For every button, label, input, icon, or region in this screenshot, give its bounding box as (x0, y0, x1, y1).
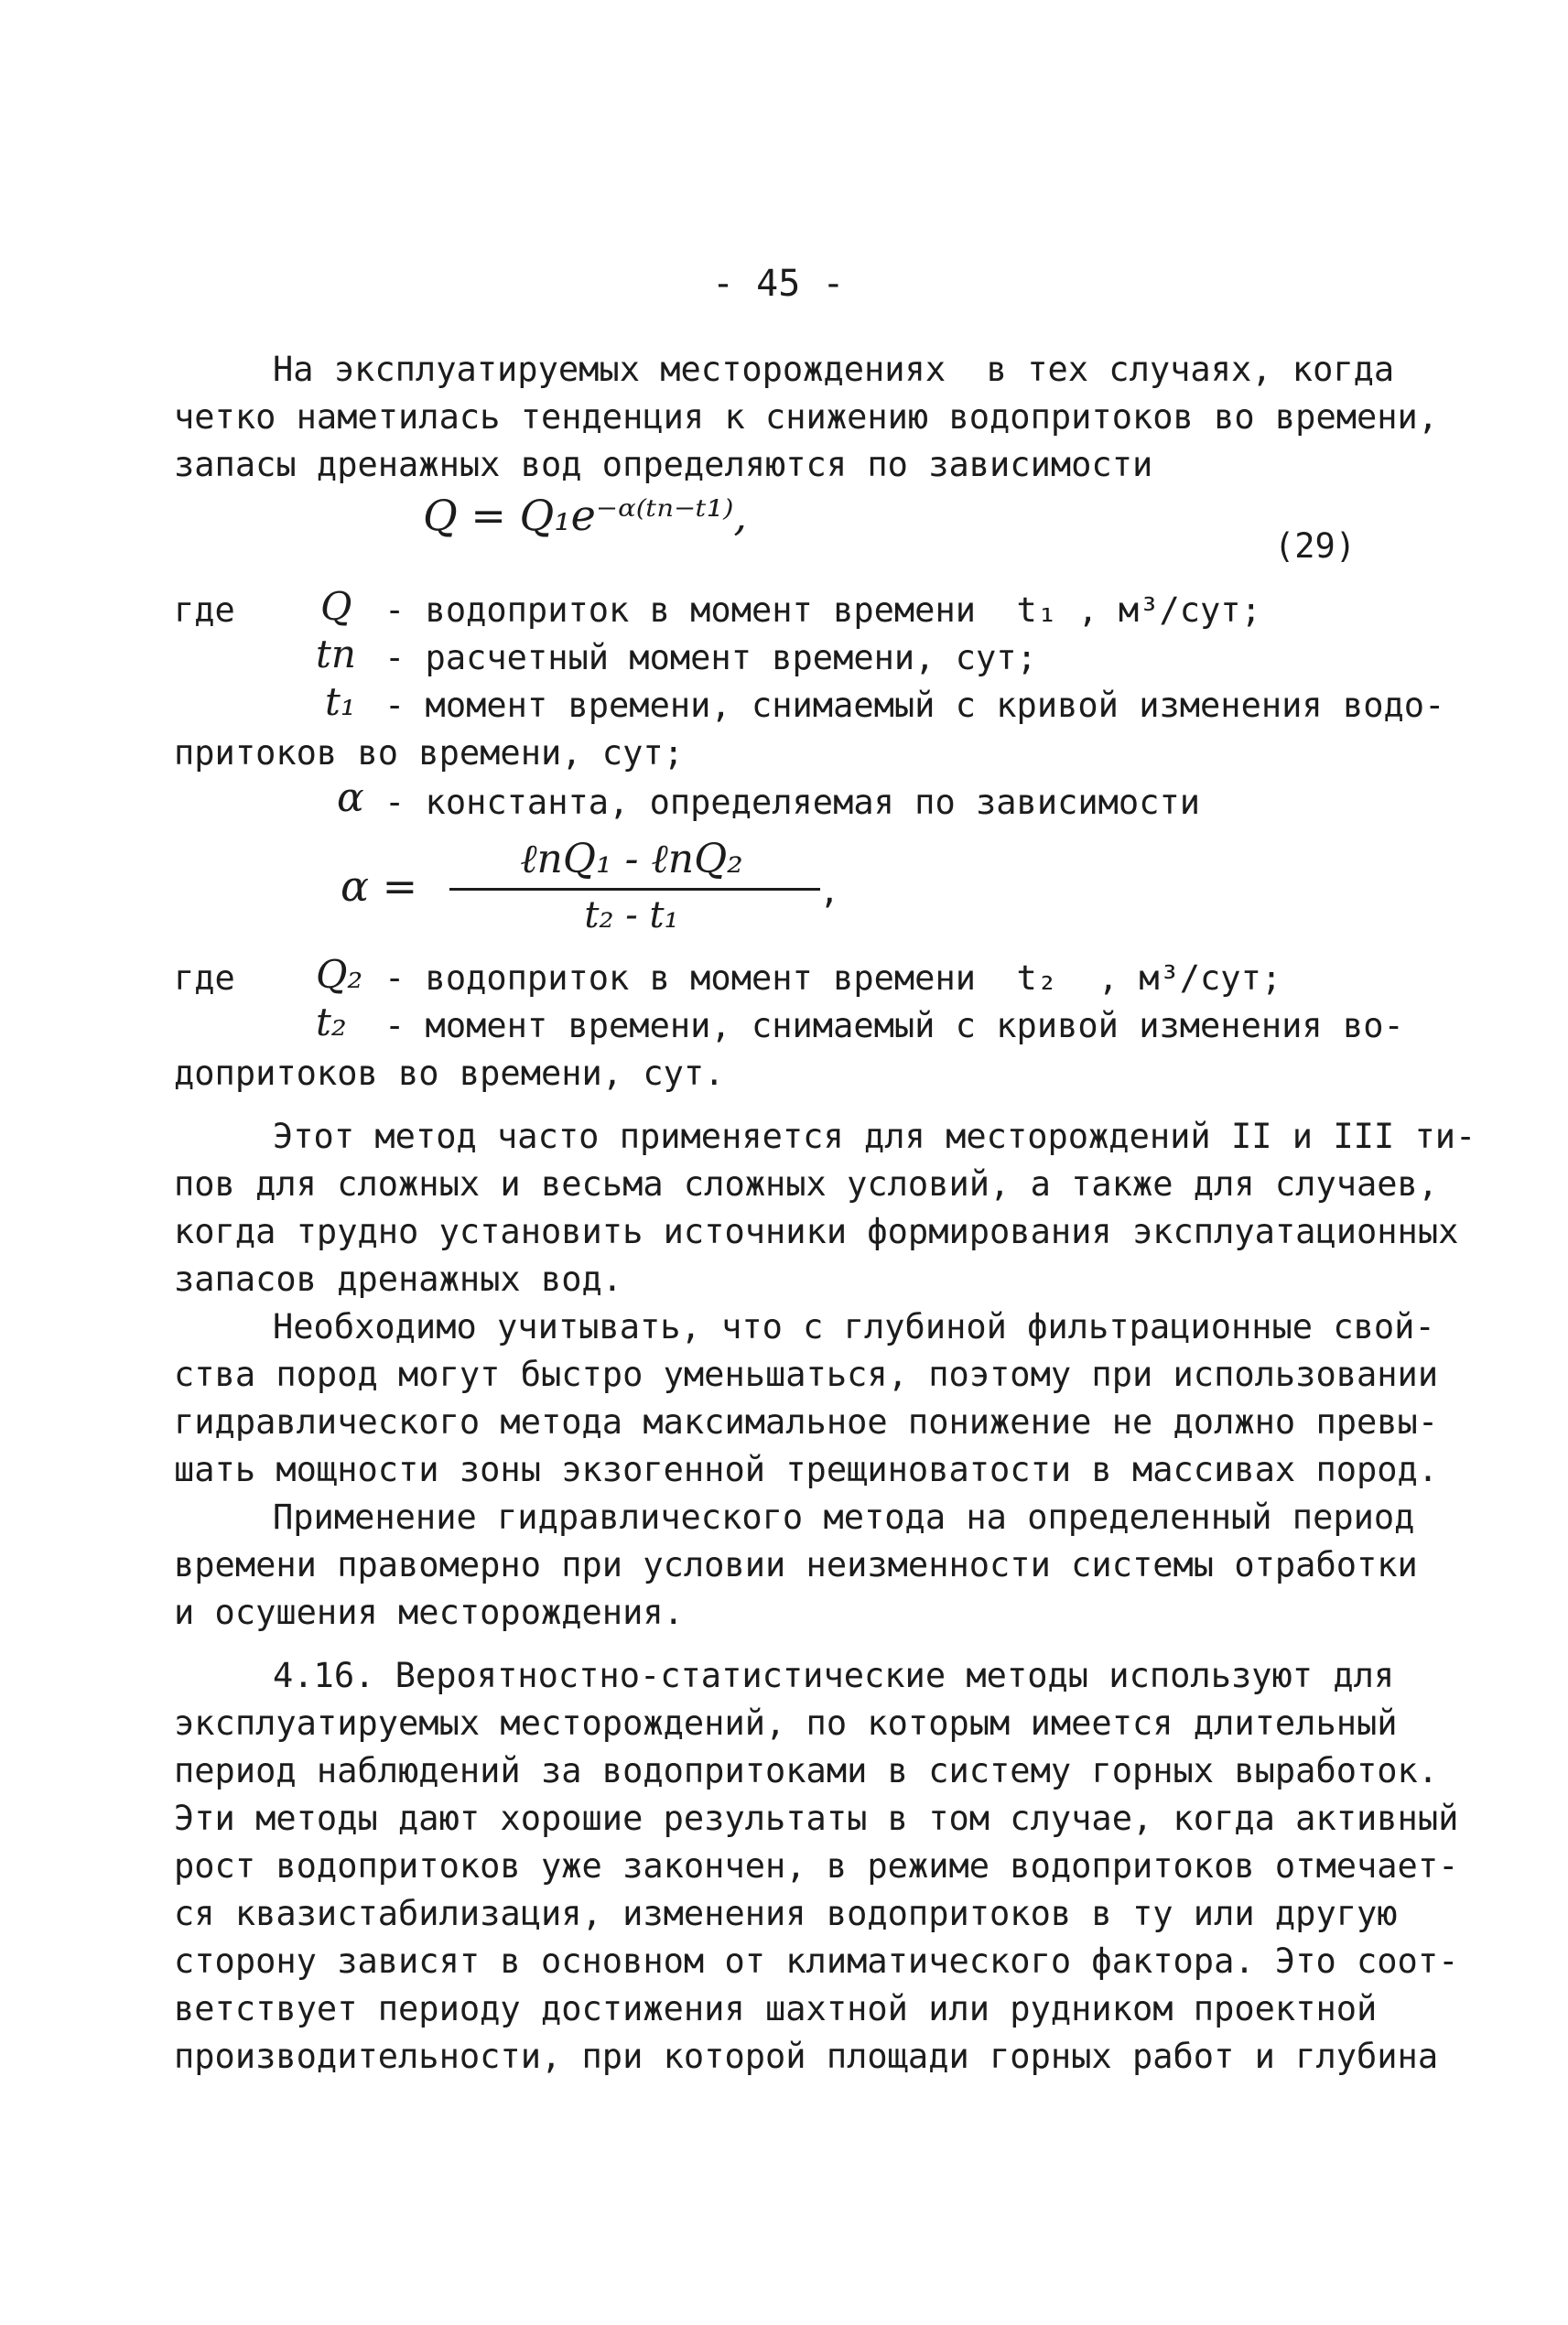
where-label: где (174, 590, 235, 630)
variable-definition: - константа, определяемая по зависимости (384, 783, 1201, 822)
text-line: Необходимо учитывать, что с глубиной фильтрационные свой- (273, 1307, 1435, 1346)
fraction-denominator: t₂ - t₁ (584, 894, 679, 936)
text-line: период наблюдений за водопритоками в систему горных выработок. (174, 1751, 1439, 1790)
text-line: времени правомерно при условии неизменности системы отработки (174, 1545, 1418, 1584)
text-line: запасы дренажных вод определяются по зависимости (174, 445, 1153, 484)
variable-definition: - момент времени, снимаемый с кривой изменения во- (384, 1006, 1404, 1045)
text-line: Этот метод часто применяется для месторождений II и III ти- (273, 1117, 1476, 1156)
text-line: допритоков во времени, сут. (174, 1054, 725, 1093)
text-line: шать мощности зоны экзогенной трещиноватости в массивах пород. (174, 1450, 1439, 1489)
text-line: гидравлического метода максимальное понижение не должно превы- (174, 1402, 1439, 1442)
variable-definition: - момент времени, снимаемый с кривой изменения водо- (384, 686, 1445, 725)
text-line: На эксплуатируемых месторождениях в тех случаях, когда (273, 350, 1395, 389)
text-line: ветствует периоду достижения шахтной или рудником проектной (174, 1989, 1378, 2028)
text-line: Применение гидравлического метода на определенный период (273, 1498, 1415, 1537)
text-line: притоков во времени, сут; (174, 733, 684, 773)
variable-symbol: t₂ (316, 1000, 347, 1044)
where-label: где (174, 958, 235, 998)
text-line: и осушения месторождения. (174, 1593, 684, 1632)
text-line: когда трудно установить источники формирования эксплуатационных (174, 1212, 1459, 1251)
text-line: четко наметилась тенденция к снижению водопритоков во времени, (174, 397, 1439, 437)
equation-number: (29) (1274, 526, 1357, 566)
text-line: Эти методы дают хорошие результаты в том случае, когда активный (174, 1799, 1459, 1838)
variable-definition: - расчетный момент времени, сут; (384, 638, 1037, 677)
variable-symbol: tп (316, 632, 356, 676)
text-line: эксплуатируемых месторождений, по которым имеется длительный (174, 1703, 1398, 1743)
text-line: 4.16. Вероятностно-статистические методы используют для (273, 1656, 1395, 1695)
variable-definition: - водоприток в момент времени t₂ , м³/сут; (384, 958, 1282, 998)
formula-29: Q = Q₁e⁻ᵅ⁽ᵗⁿ⁻ᵗ¹⁾, (423, 491, 747, 540)
text-line: сторону зависят в основном от климатического фактора. Это соот- (174, 1941, 1459, 1981)
text-line: запасов дренажных вод. (174, 1260, 623, 1299)
variable-symbol: Q₂ (316, 952, 363, 997)
fraction-numerator: ℓnQ₁ - ℓnQ₂ (520, 836, 743, 882)
page-number: - 45 - (712, 263, 845, 305)
text-line: ся квазистабилизация, изменения водопритоков в ту или другую (174, 1894, 1398, 1933)
text-line: пов для сложных и весьма сложных условий, а также для случаев, (174, 1164, 1439, 1204)
formula-alpha-fraction (435, 828, 828, 938)
variable-symbol: t₁ (325, 679, 356, 724)
variable-symbol: α (337, 774, 364, 821)
text-line: производительности, при которой площади горных работ и глубина (174, 2037, 1439, 2076)
fraction-bar (449, 888, 820, 891)
formula-comma: , (819, 871, 840, 911)
variable-definition: - водоприток в момент времени t₁ , м³/сут; (384, 590, 1261, 630)
formula-alpha-lhs: α = (341, 861, 418, 911)
text-line: ства пород могут быстро уменьшаться, поэтому при использовании (174, 1355, 1439, 1394)
text-line: рост водопритоков уже закончен, в режиме водопритоков отмечает- (174, 1846, 1459, 1886)
variable-symbol: Q (320, 584, 352, 629)
